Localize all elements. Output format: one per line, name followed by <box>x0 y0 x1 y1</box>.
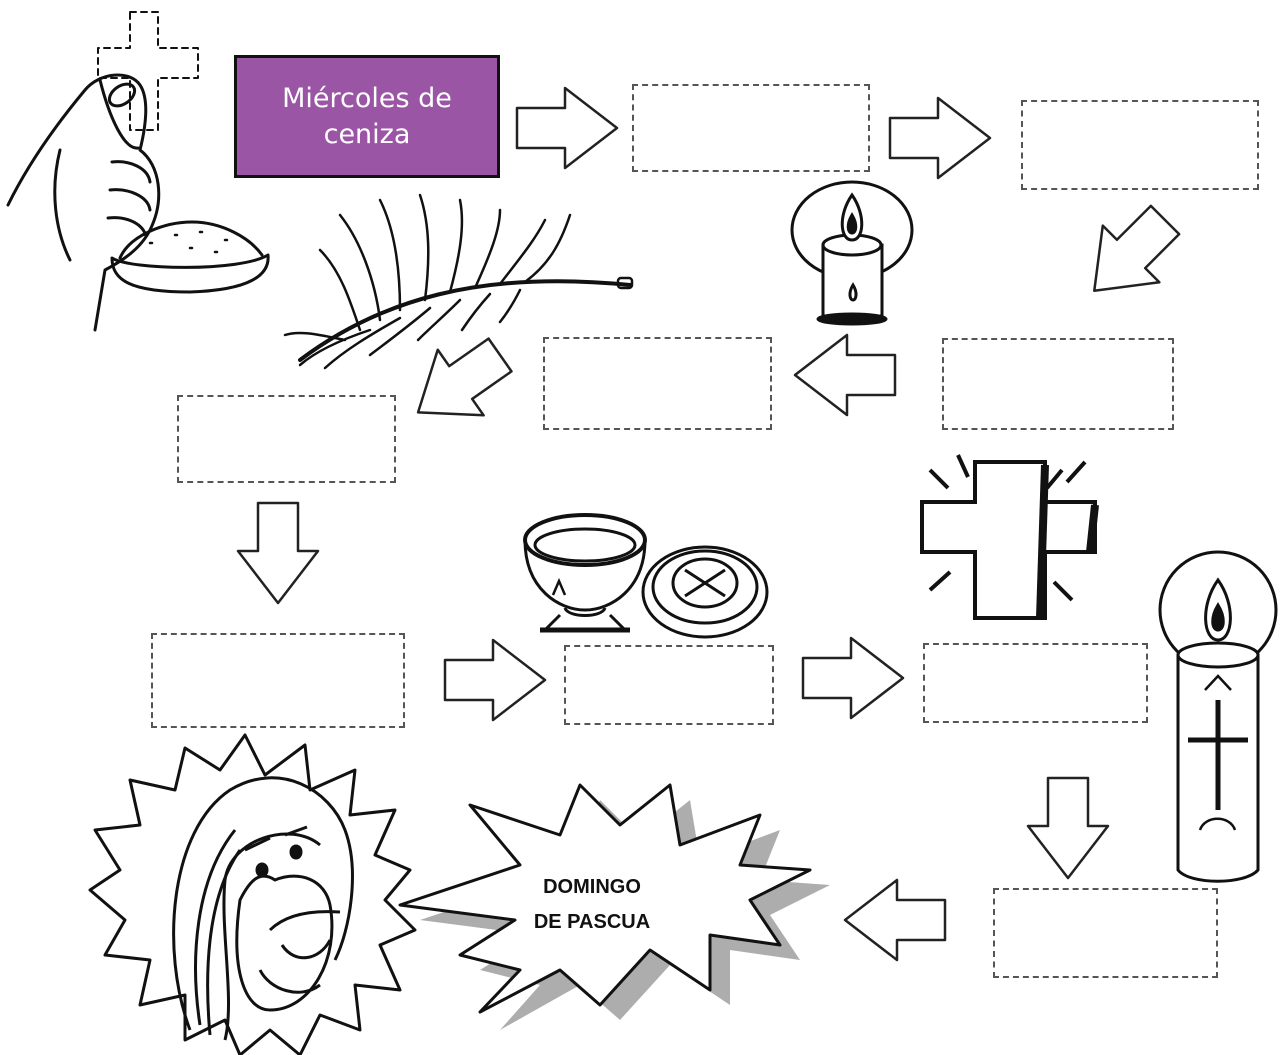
arrow-down-1 <box>238 503 318 603</box>
arrow-left-2 <box>845 880 945 960</box>
answer-box-8[interactable] <box>923 643 1148 723</box>
arrow-down-2 <box>1028 778 1108 878</box>
answer-box-9[interactable] <box>993 888 1218 978</box>
answer-box-3[interactable] <box>942 338 1174 430</box>
answer-box-7[interactable] <box>564 645 774 725</box>
arrow-right-2 <box>890 98 990 178</box>
arrow-left-1 <box>795 335 895 415</box>
burst-shape <box>400 785 830 1030</box>
answer-box-2[interactable] <box>1021 100 1259 190</box>
chalice-icon <box>525 515 645 630</box>
end-label-line1: DOMINGO <box>543 876 641 898</box>
arrow-right-3 <box>445 640 545 720</box>
hand-ashes-icon <box>8 12 268 330</box>
arrow-right-1 <box>517 88 617 168</box>
host-icon <box>643 547 767 637</box>
arrow-right-4 <box>803 638 903 718</box>
start-box <box>234 55 500 178</box>
paschal-candle-icon <box>1160 552 1276 881</box>
arrow-down-left-2 <box>395 322 523 445</box>
arrow-down-left-1 <box>1066 192 1193 319</box>
answer-box-4[interactable] <box>543 337 772 430</box>
answer-box-5[interactable] <box>177 395 396 483</box>
risen-jesus-icon <box>90 735 415 1055</box>
answer-box-6[interactable] <box>151 633 405 728</box>
end-label-line2: DE PASCUA <box>533 911 651 933</box>
answer-box-1[interactable] <box>632 84 870 172</box>
start-label: Miércoles de ceniza <box>282 82 452 150</box>
candle-icon <box>792 182 912 324</box>
cross-icon <box>922 455 1095 618</box>
